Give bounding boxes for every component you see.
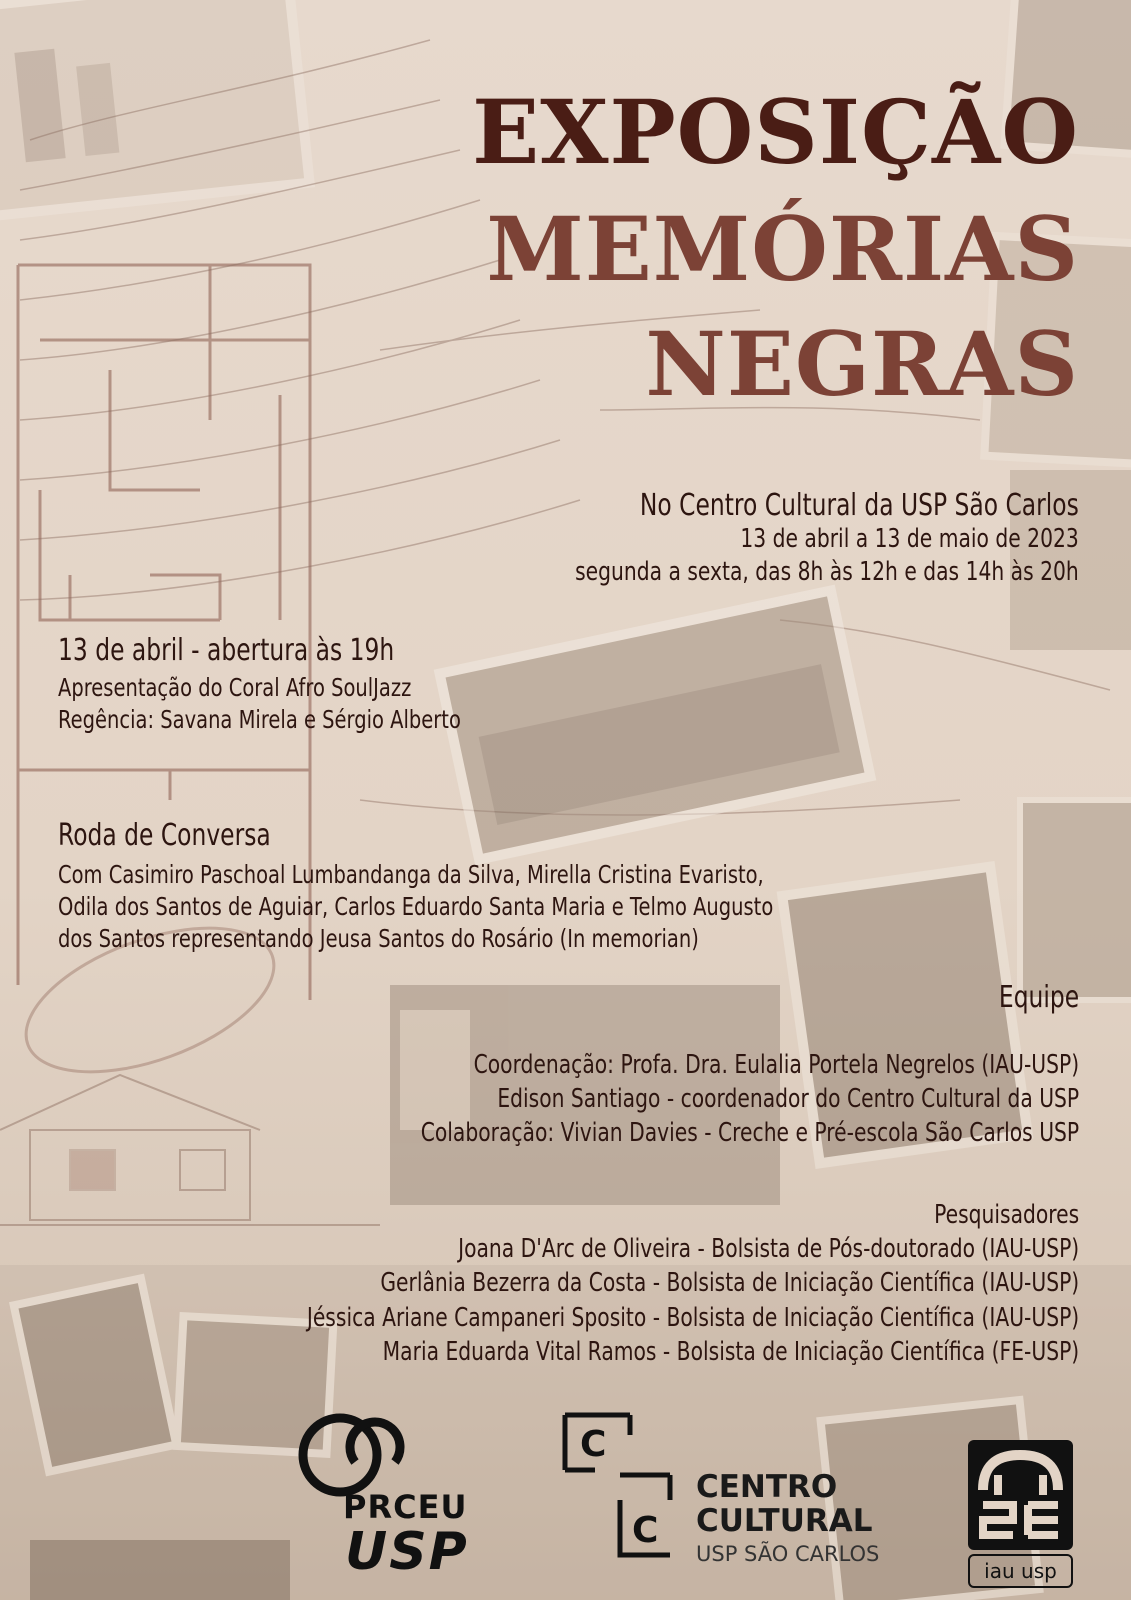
team-heading: Equipe [998,980,1079,1015]
centro-cultural-logo[interactable] [560,1410,880,1590]
researchers-section [89,1200,1079,1368]
conversation-line-1: Com Casimiro Paschoal Lumbandanga da Silva, Mirella Cristina Evaristo, [58,860,764,889]
researchers-line-4: Maria Eduarda Vital Ramos - Bolsista de Iniciação Científica (FE-USP) [382,1336,1079,1367]
opening-heading: 13 de abril - abertura às 19h [58,633,395,668]
researchers-line-3: Jéssica Ariane Campaneri Sposito - Bolsista de Iniciação Científica (IAU-USP) [306,1302,1079,1333]
centro-line-3: USP SÃO CARLOS [696,1542,880,1566]
centro-c2: C [632,1510,659,1551]
iau-usp-logo[interactable] [968,1440,1073,1588]
team-line-1: Coordenação: Profa. Dra. Eulalia Portela Negrelos (IAU-USP) [473,1050,1079,1080]
centro-line-2: CULTURAL [696,1503,873,1539]
prceu-usp-logo[interactable] [285,1410,500,1585]
conversation-section [58,818,975,954]
event-hours: segunda a sexta, das 8h às 12h e das 14h às 20h [575,557,1079,588]
opening-section [58,633,575,735]
iau-emblem [968,1440,1073,1550]
centro-c1: C [580,1424,607,1465]
iau-caption: iau usp [968,1554,1073,1588]
centro-line-1: CENTRO [696,1469,838,1505]
opening-line-2: Regência: Savana Mirela e Sérgio Alberto [58,705,461,734]
conversation-line-3: dos Santos representando Jeusa Santos do Rosário (In memorian) [58,924,699,953]
team-line-3: Colaboração: Vivian Davies - Creche e Pré-escola São Carlos USP [420,1118,1079,1149]
usp-label: USP [345,1522,469,1582]
event-dates: 13 de abril a 13 de maio de 2023 [740,524,1079,554]
title-line-3: NEGRAS [645,312,1079,416]
researchers-line-1: Joana D'Arc de Oliveira - Bolsista de Pós-doutorado (IAU-USP) [457,1234,1079,1265]
researchers-line-2: Gerlânia Bezerra da Costa - Bolsista de Iniciação Científica (IAU-USP) [380,1268,1080,1299]
prceu-label: PRCEU [343,1488,468,1526]
opening-line-1: Apresentação do Coral Afro SoulJazz [58,673,412,702]
researchers-heading: Pesquisadores [933,1200,1079,1230]
title-line-2: MEMÓRIAS [486,197,1079,301]
team-line-2: Edison Santiago - coordenador do Centro Cultural da USP [497,1084,1079,1115]
conversation-line-2: Odila dos Santos de Aguiar, Carlos Eduardo Santa Maria e Telmo Augusto [58,892,774,921]
conversation-heading: Roda de Conversa [58,818,271,853]
event-venue: No Centro Cultural da USP São Carlos [640,488,1079,523]
title-line-1: EXPOSIÇÃO [472,80,1079,184]
event-info [433,488,1079,588]
team-section [235,980,1079,1150]
bg-photo-top-left [0,0,310,216]
